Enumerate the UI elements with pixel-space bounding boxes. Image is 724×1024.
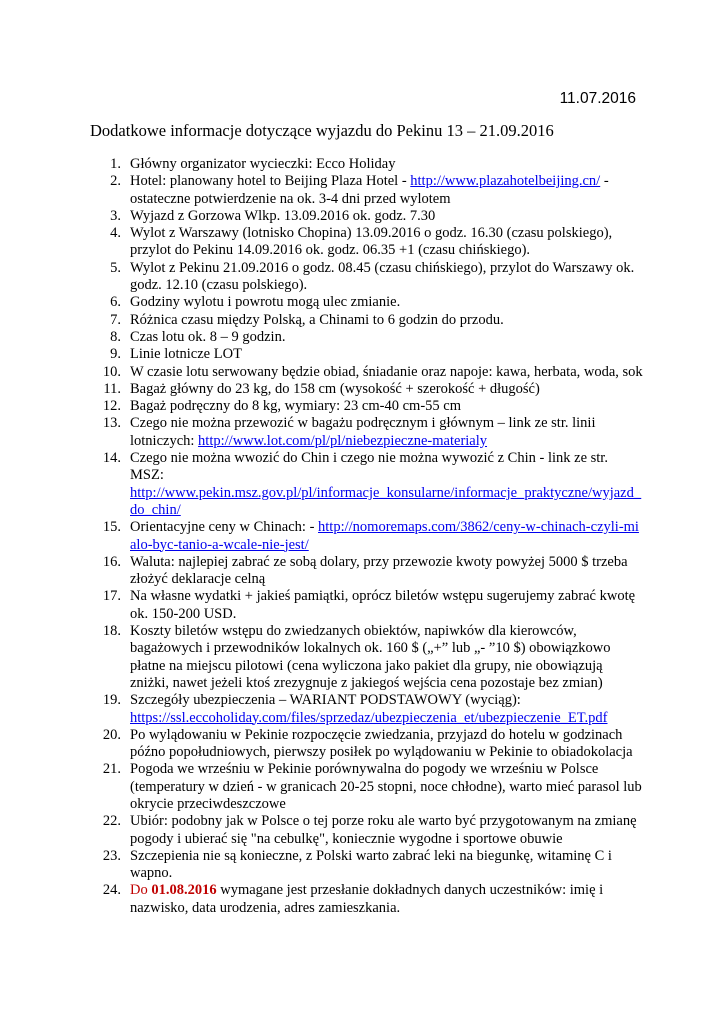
deadline-date: 01.08.2016 xyxy=(151,882,217,899)
list-item: 24. Do 01.08.2016 wymagane jest przesłanie dokładnych danych uczestników: imię i nazwisko, data urodzenia, adres zamieszkania. xyxy=(102,882,604,916)
dangerous-goods-link[interactable]: http://www.lot.com/pl/pl/niebezpieczne-materialy xyxy=(198,432,488,449)
list-item: 21. Pogoda we wrześniu w Pekinie porównywalna do pogody we wrześniu w Polsce (temperatury w dzień - w granicach 20-25 stopni, noce chłodne), warto mieć parasol lub okrycie przeciwdeszczowe xyxy=(102,761,642,812)
document-title: Dodatkowe informacje dotyczące wyjazdu do Pekinu 13 – 21.09.2016 xyxy=(90,121,554,140)
list-item: 4. Wylot z Warszawy (lotnisko Chopina) 13.09.2016 o godz. 16.30 (czasu polskiego), przylot do Pekinu 14.09.2016 ok. godz. 06.35 +1 (czasu chińskiego). xyxy=(110,225,613,259)
list-item: 10. W czasie lotu serwowany będzie obiad, śniadanie oraz napoje: kawa, herbata, woda, sok xyxy=(102,363,643,380)
hotel-link[interactable]: http://www.plazahotelbeijing.cn/ xyxy=(410,173,601,190)
list-item: 9. Linie lotnicze LOT xyxy=(110,346,242,363)
insurance-link[interactable]: https://ssl.eccoholiday.com/files/sprzedaz/ubezpieczenia_et/ubezpieczenie_ET.pdf xyxy=(130,709,608,726)
list-item: 13. Czego nie można przewozić w bagażu podręcznym i głównym – link ze str. linii lotniczych: http://www.lot.com/pl/pl/niebezpieczne-materialy xyxy=(102,415,596,449)
list-item: 23. Szczepienia nie są konieczne, z Polski warto zabrać leki na biegunkę, witaminę C i wapno. xyxy=(102,847,612,882)
list-item: 22. Ubiór: podobny jak w Polsce o tej porze roku ale warto być przygotowanym na zmianę pogody i ubierać się "na cebulkę", koniecznie wygodne i sportowe obuwie xyxy=(102,813,637,847)
prices-link[interactable]: http://nomoremaps.com/3862/ceny-w-chinach-czyli-mialo-byc-tanio-a-wcale-nie-jest/ xyxy=(130,519,639,553)
list-item: 19. Szczegóły ubezpieczenia – WARIANT PODSTAWOWY (wyciąg): https://ssl.eccoholiday.com/files/sprzedaz/ubezpieczenia_et/ubezpieczenie_ET.pdf xyxy=(93,692,645,727)
list-item: 20. Po wylądowaniu w Pekinie rozpoczęcie zwiedzania, przyjazd do hotelu w godzinach późno popołudniowych, pierwszy posiłek po wylądowaniu w Pekinie to obiadokolacja xyxy=(102,726,633,761)
deadline-prefix: Do xyxy=(130,882,152,899)
list-item: 6. Godziny wylotu i powrotu mogą ulec zmianie. xyxy=(110,294,401,311)
list-item: 1. Główny organizator wycieczki: Ecco Holiday xyxy=(110,156,396,172)
list-item: 7. Różnica czasu między Polską, a Chinami to 6 godzin do przodu. xyxy=(110,311,504,328)
document-date: 11.07.2016 xyxy=(559,90,636,107)
list-item: 3. Wyjazd z Gorzowa Wlkp. 13.09.2016 ok. godz. 7.30 xyxy=(110,207,436,224)
list-item: 12. Bagaż podręczny do 8 kg, wymiary: 23 cm-40 cm-55 cm xyxy=(102,398,461,415)
info-list xyxy=(93,156,645,917)
list-item: 8. Czas lotu ok. 8 – 9 godzin. xyxy=(110,328,286,345)
list-item: 18. Koszty biletów wstępu do zwiedzanych obiektów, napiwków dla kierowców, bagażowych i przewodników lokalnych ok. 160 $ („+” lub „- ”10 $) obowiązkowo płatne na miejscu pilotowi (cena wyliczona jako pakiet dla grupy, nie obowiązują zniżki, nawet jeżeli ktoś zrezygnuje z jakiegoś wejścia cena pozostaje bez zmian) xyxy=(102,623,611,691)
list-item: 11. Bagaż główny do 23 kg, do 158 cm (wysokość + szerokość + długość) xyxy=(103,380,540,397)
list-item: 16. Waluta: najlepiej zabrać ze sobą dolary, przy przewozie kwoty powyżej 5000 $ trzeba złożyć deklaracje celną xyxy=(102,553,628,588)
list-item: 14. Czego nie można wwozić do Chin i czego nie można wywozić z Chin - link ze str. MSZ: http://www.pekin.msz.gov.pl/pl/informacje_konsularne/informacje_praktyczne/wyjazd_do_chin/ xyxy=(93,450,645,519)
list-item: 17. Na własne wydatki + jakieś pamiątki, oprócz biletów wstępu sugerujemy zabrać kwotę ok. 150-200 USD. xyxy=(102,588,636,622)
list-item: 2. Hotel: planowany hotel to Beijing Plaza Hotel - http://www.plazahotelbeijing.cn/ - ostateczne potwierdzenie na ok. 3-4 dni przed wylotem xyxy=(110,173,609,207)
msz-link[interactable]: http://www.pekin.msz.gov.pl/pl/informacje_konsularne/informacje_praktyczne/wyjazd_do_chin/ xyxy=(130,484,642,518)
list-item: 15. Orientacyjne ceny w Chinach: - http://nomoremaps.com/3862/ceny-w-chinach-czyli-mialo-byc-tanio-a-wcale-nie-jest/ xyxy=(102,519,639,553)
list-item: 5. Wylot z Pekinu 21.09.2016 o godz. 08.45 (czasu chińskiego), przylot do Warszawy ok. godz. 12.10 (czasu polskiego). xyxy=(110,259,635,294)
